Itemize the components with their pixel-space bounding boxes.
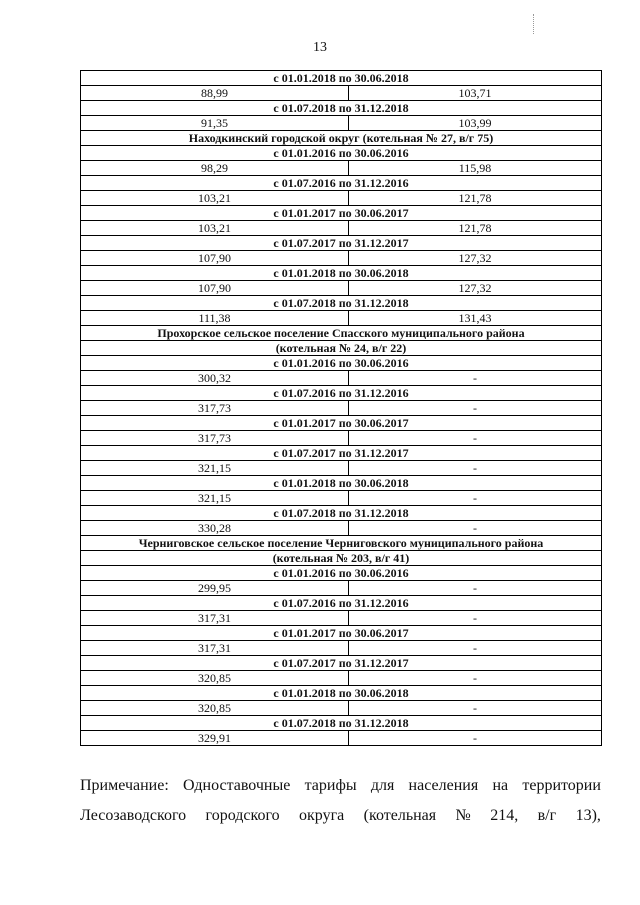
note-line-2: [80, 805, 601, 827]
note-word: №: [455, 807, 471, 824]
table-row: [81, 236, 602, 251]
table-row: [81, 731, 602, 746]
tariff-value-2: -: [349, 401, 602, 416]
table-row: [81, 221, 602, 236]
period-header: с 01.07.2018 по 31.12.2018: [81, 101, 602, 116]
table-row: [81, 101, 602, 116]
tariff-value-2: 127,32: [349, 281, 602, 296]
period-header: с 01.07.2016 по 31.12.2016: [81, 596, 602, 611]
tariff-value-2: -: [349, 611, 602, 626]
note-word: населения: [408, 777, 479, 794]
table-row: [81, 671, 602, 686]
scan-mark: [533, 14, 535, 34]
tariff-table: [80, 70, 602, 746]
table-row: [81, 446, 602, 461]
table-row: [81, 146, 602, 161]
note-word: Примечание:: [80, 777, 169, 794]
table-row: [81, 611, 602, 626]
section-header: Прохорское сельское поселение Спасского муниципального района: [81, 326, 602, 341]
table-row: [81, 461, 602, 476]
note-word: для: [370, 777, 395, 794]
note-word: городского: [205, 807, 280, 824]
tariff-value-1: 299,95: [81, 581, 349, 596]
page-number: 13: [313, 40, 327, 55]
section-header: Черниговское сельское поселение Черниговского муниципального района: [81, 536, 602, 551]
period-header: с 01.01.2016 по 30.06.2016: [81, 146, 602, 161]
table-row: [81, 86, 602, 101]
period-header: с 01.01.2017 по 30.06.2017: [81, 626, 602, 641]
tariff-value-1: 111,38: [81, 311, 349, 326]
table-row: [81, 656, 602, 671]
period-header: с 01.01.2018 по 30.06.2018: [81, 476, 602, 491]
period-header: с 01.07.2016 по 31.12.2016: [81, 386, 602, 401]
table-row: [81, 536, 602, 551]
table-row: [81, 701, 602, 716]
note-word: Одноставочные: [183, 777, 291, 794]
period-header: с 01.01.2018 по 30.06.2018: [81, 71, 602, 86]
tariff-value-1: 317,31: [81, 611, 349, 626]
tariff-value-1: 103,21: [81, 221, 349, 236]
table-row: [81, 506, 602, 521]
tariff-value-1: 320,85: [81, 671, 349, 686]
table-row: [81, 401, 602, 416]
tariff-value-1: 300,32: [81, 371, 349, 386]
tariff-value-2: 131,43: [349, 311, 602, 326]
table-row: [81, 191, 602, 206]
period-header: с 01.07.2018 по 31.12.2018: [81, 716, 602, 731]
note-word: на: [492, 777, 509, 794]
tariff-value-2: -: [349, 671, 602, 686]
tariff-value-1: 317,73: [81, 431, 349, 446]
table-row: [81, 131, 602, 146]
section-header: (котельная № 24, в/г 22): [81, 341, 602, 356]
tariff-value-1: 320,85: [81, 701, 349, 716]
note-word: Лесозаводского: [80, 807, 187, 824]
tariff-value-2: -: [349, 491, 602, 506]
period-header: с 01.01.2018 по 30.06.2018: [81, 686, 602, 701]
table-row: [81, 626, 602, 641]
table-row: [81, 686, 602, 701]
note-word: 13),: [575, 807, 601, 824]
tariff-value-2: 103,71: [349, 86, 602, 101]
table-row: [81, 596, 602, 611]
period-header: с 01.01.2018 по 30.06.2018: [81, 266, 602, 281]
table-row: [81, 581, 602, 596]
note-word: (котельная: [363, 807, 437, 824]
tariff-value-1: 107,90: [81, 281, 349, 296]
table-row: [81, 71, 602, 86]
tariff-value-1: 103,21: [81, 191, 349, 206]
tariff-value-2: -: [349, 461, 602, 476]
tariff-value-1: 91,35: [81, 116, 349, 131]
note-word: тарифы: [304, 777, 357, 794]
note-word: 214,: [490, 807, 519, 824]
period-header: с 01.01.2016 по 30.06.2016: [81, 356, 602, 371]
tariff-value-1: 329,91: [81, 731, 349, 746]
period-header: с 01.01.2017 по 30.06.2017: [81, 416, 602, 431]
table-row: [81, 566, 602, 581]
tariff-value-2: 121,78: [349, 191, 602, 206]
period-header: с 01.01.2016 по 30.06.2016: [81, 566, 602, 581]
tariff-value-2: 115,98: [349, 161, 602, 176]
period-header: с 01.07.2018 по 31.12.2018: [81, 506, 602, 521]
period-header: с 01.07.2017 по 31.12.2017: [81, 446, 602, 461]
table-row: [81, 386, 602, 401]
table-row: [81, 491, 602, 506]
section-header: Находкинский городской округ (котельная № 27, в/г 75): [81, 131, 602, 146]
note-word: округа: [299, 807, 345, 824]
tariff-value-2: 103,99: [349, 116, 602, 131]
table-row: [81, 476, 602, 491]
tariff-value-2: -: [349, 431, 602, 446]
period-header: с 01.07.2018 по 31.12.2018: [81, 296, 602, 311]
tariff-value-2: 127,32: [349, 251, 602, 266]
tariff-value-1: 88,99: [81, 86, 349, 101]
tariff-value-1: 321,15: [81, 461, 349, 476]
table-row: [81, 326, 602, 341]
table-row: [81, 341, 602, 356]
table-row: [81, 266, 602, 281]
period-header: с 01.07.2017 по 31.12.2017: [81, 236, 602, 251]
tariff-value-1: 330,28: [81, 521, 349, 536]
table-row: [81, 356, 602, 371]
table-row: [81, 371, 602, 386]
table-row: [81, 176, 602, 191]
table-row: [81, 251, 602, 266]
period-header: с 01.07.2016 по 31.12.2016: [81, 176, 602, 191]
tariff-value-1: 321,15: [81, 491, 349, 506]
period-header: с 01.07.2017 по 31.12.2017: [81, 656, 602, 671]
tariff-value-2: 121,78: [349, 221, 602, 236]
tariff-value-1: 317,31: [81, 641, 349, 656]
tariff-value-2: -: [349, 581, 602, 596]
table-row: [81, 116, 602, 131]
table-row: [81, 431, 602, 446]
table-row: [81, 551, 602, 566]
tariff-value-1: 107,90: [81, 251, 349, 266]
tariff-value-2: -: [349, 521, 602, 536]
tariff-value-2: -: [349, 701, 602, 716]
tariff-value-1: 317,73: [81, 401, 349, 416]
table-row: [81, 521, 602, 536]
tariff-value-2: -: [349, 641, 602, 656]
table-row: [81, 311, 602, 326]
tariff-value-2: -: [349, 371, 602, 386]
table-row: [81, 416, 602, 431]
table-row: [81, 641, 602, 656]
note-word: территории: [522, 777, 601, 794]
table-row: [81, 161, 602, 176]
table-row: [81, 716, 602, 731]
note-line-1: [80, 775, 601, 797]
section-header: (котельная № 203, в/г 41): [81, 551, 602, 566]
period-header: с 01.01.2017 по 30.06.2017: [81, 206, 602, 221]
note-word: в/г: [537, 807, 557, 824]
table-row: [81, 296, 602, 311]
table-row: [81, 206, 602, 221]
tariff-value-2: -: [349, 731, 602, 746]
tariff-value-1: 98,29: [81, 161, 349, 176]
table-row: [81, 281, 602, 296]
